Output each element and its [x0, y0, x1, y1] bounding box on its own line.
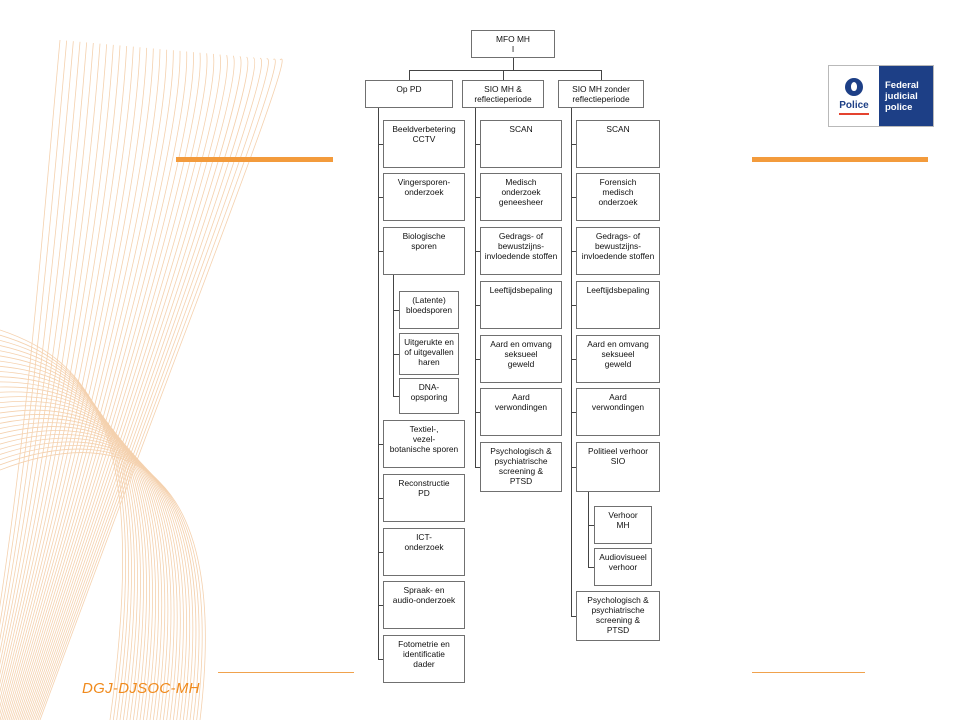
- org-item-gedrags-stoffen: Gedrags- of bewustzijns- invloedende stoffen: [576, 227, 660, 275]
- connector-tick: [378, 144, 383, 145]
- connector-tick: [571, 144, 576, 145]
- org-item-leeftijdsbepaling: Leeftijdsbepaling: [576, 281, 660, 329]
- connector-tick: [571, 359, 576, 360]
- police-badge-icon: [845, 78, 863, 96]
- org-item-seksueel-geweld: Aard en omvang seksueel geweld: [480, 335, 562, 383]
- connector-biologische: [393, 275, 394, 397]
- connector-tick: [378, 251, 383, 252]
- connector-tick: [378, 444, 383, 445]
- connector-tick: [571, 251, 576, 252]
- connector-header-stem: [601, 70, 602, 80]
- background-decoration: [0, 0, 340, 720]
- connector-tick: [393, 310, 399, 311]
- connector-tick: [378, 659, 383, 660]
- connector-tick: [475, 144, 480, 145]
- column-header-sio-reflectie: SIO MH & reflectieperiode: [462, 80, 544, 108]
- org-subitem-audiovisueel: Audiovisueel verhoor: [594, 548, 652, 586]
- org-item-reconstructie: Reconstructie PD: [383, 474, 465, 522]
- connector-tick: [475, 305, 480, 306]
- org-subitem-haren: Uitgerukte en of uitgevallen haren: [399, 333, 459, 375]
- connector-tick: [378, 605, 383, 606]
- connector-tick: [475, 412, 480, 413]
- connector-tick: [571, 616, 576, 617]
- connector-tick: [475, 251, 480, 252]
- connector-tick: [393, 354, 399, 355]
- police-logo: [828, 65, 934, 127]
- connector-tick: [571, 197, 576, 198]
- connector-column-3: [571, 108, 572, 616]
- logo-stripe: [839, 113, 869, 115]
- connector-tick: [571, 412, 576, 413]
- org-item-textiel: Textiel-, vezel- botanische sporen: [383, 420, 465, 468]
- org-item-psychologisch: Psychologisch & psychiatrische screening & PTSD: [480, 442, 562, 492]
- connector-tick: [588, 567, 594, 568]
- connector-tick: [571, 305, 576, 306]
- accent-bar-left: [176, 157, 333, 162]
- connector-tick: [378, 197, 383, 198]
- accent-bar-right: [752, 157, 928, 162]
- org-item-verwondingen: Aard verwondingen: [576, 388, 660, 436]
- column-header-sio-zonder: SIO MH zonder reflectieperiode: [558, 80, 644, 108]
- org-subitem-verhoor-mh: Verhoor MH: [594, 506, 652, 544]
- org-item-psychologisch: Psychologisch & psychiatrische screening & PTSD: [576, 591, 660, 641]
- org-item-vingersporen: Vingersporen- onderzoek: [383, 173, 465, 221]
- org-item-politieel-verhoor: Politieel verhoor SIO: [576, 442, 660, 492]
- logo-name-line: police: [885, 101, 913, 113]
- connector-root-stem: [513, 58, 514, 70]
- connector-tick: [378, 498, 383, 499]
- org-item-beeldverbetering: Beeldverbetering CCTV: [383, 120, 465, 168]
- org-item-gedrags-stoffen: Gedrags- of bewustzijns- invloedende stoffen: [480, 227, 562, 275]
- org-root: MFO MH I: [471, 30, 555, 58]
- org-subitem-dna: DNA- opsporing: [399, 378, 459, 414]
- org-item-scan: SCAN: [480, 120, 562, 168]
- column-header-op-pd: Op PD: [365, 80, 453, 108]
- connector-tick: [475, 467, 480, 468]
- connector-header-stem: [503, 70, 504, 80]
- org-item-biologische-sporen: Biologische sporen: [383, 227, 465, 275]
- footer-text: DGJ-DJSOC-MH: [82, 680, 200, 697]
- logo-name-line: judicial: [885, 90, 918, 102]
- org-item-ict: ICT- onderzoek: [383, 528, 465, 576]
- org-item-verwondingen: Aard verwondingen: [480, 388, 562, 436]
- connector-root-bar: [409, 70, 601, 71]
- footer-rule-left: [218, 672, 354, 673]
- connector-tick: [378, 552, 383, 553]
- connector-tick: [571, 467, 576, 468]
- connector-column-2: [475, 108, 476, 468]
- org-subitem-bloedsporen: (Latente) bloedsporen: [399, 291, 459, 329]
- logo-name-line: Federal: [885, 79, 919, 91]
- logo-police-word: Police: [839, 99, 869, 111]
- org-item-scan: SCAN: [576, 120, 660, 168]
- org-item-medisch-onderzoek: Medisch onderzoek geneesheer: [480, 173, 562, 221]
- connector-column-1: [378, 108, 379, 660]
- footer-rule-right: [752, 672, 865, 673]
- connector-verhoor: [588, 492, 589, 568]
- connector-tick: [475, 359, 480, 360]
- logo-mark: [829, 66, 879, 126]
- org-item-fotometrie: Fotometrie en identificatie dader: [383, 635, 465, 683]
- connector-tick: [393, 396, 399, 397]
- org-item-forensisch-onderzoek: Forensich medisch onderzoek: [576, 173, 660, 221]
- connector-tick: [588, 525, 594, 526]
- org-item-spraak: Spraak- en audio-onderzoek: [383, 581, 465, 629]
- connector-tick: [475, 197, 480, 198]
- org-item-leeftijdsbepaling: Leeftijdsbepaling: [480, 281, 562, 329]
- connector-header-stem: [409, 70, 410, 80]
- logo-name: [879, 66, 933, 126]
- org-item-seksueel-geweld: Aard en omvang seksueel geweld: [576, 335, 660, 383]
- org-chart: [355, 25, 680, 690]
